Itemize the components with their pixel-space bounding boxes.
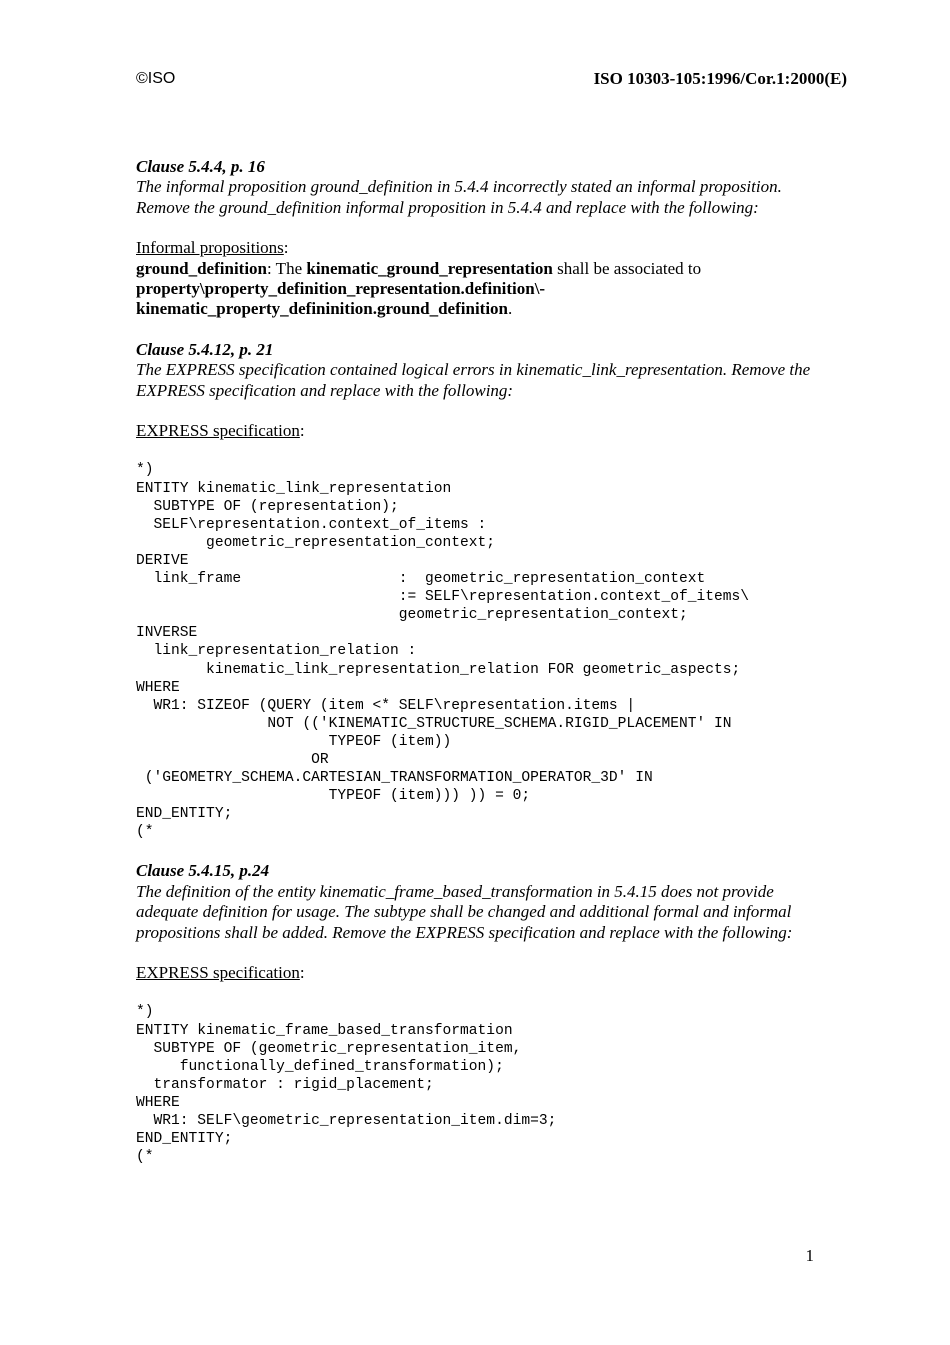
proposition-name: ground_definition (136, 258, 268, 278)
section-heading (136, 421, 826, 441)
express-code-block: *) ENTITY kinematic_frame_based_transformation SUBTYPE OF (geometric_representation_item, functionally_defined_transformation); transformator : rigid_placement; WHERE WR1: SELF\geometric_representation_item.dim=3; END_ENTITY; (* (136, 1004, 557, 1166)
proposition-text: shall be associated to (552, 258, 702, 278)
clause-title: Clause 5.4.12, p. 21 (136, 339, 274, 359)
proposition-path: property\property_definition_representation.definition\- kinematic_property_defininition.ground_definition (136, 279, 546, 319)
heading-colon: : (299, 963, 305, 983)
section-heading (136, 963, 826, 983)
clause-title: Clause 5.4.15, p.24 (136, 861, 270, 881)
informal-proposition (136, 259, 826, 320)
section-heading (136, 238, 826, 258)
header-copyright: ©ISO (136, 70, 176, 87)
heading-colon: : (283, 238, 289, 258)
heading-colon: : (299, 421, 305, 441)
document-body (136, 157, 826, 1166)
clause-intro: The definition of the entity kinematic_frame_based_transformation in 5.4.15 does not provide adequate definition for usage. The subtype shall be changed and additional formal and informal propositions shall be added. Remove the EXPRESS specification and replace with the following: (136, 881, 793, 942)
proposition-sep: : The (267, 258, 307, 278)
clause-intro: The informal proposition ground_definition in 5.4.4 incorrectly stated an informal proposition. Remove the ground_definition informal proposition in 5.4.4 and replace with the following: (136, 177, 782, 217)
heading-text: EXPRESS specification (136, 421, 300, 441)
express-code-block: *) ENTITY kinematic_link_representation SUBTYPE OF (representation); SELF\representation.context_of_items : geometric_representation_context; DERIVE link_frame : geometric_representation_context := SELF\representation.context_of_items\ geometric_representation_context; INVERSE link_representation_relation : kinematic_link_representation_relation FOR geometric_aspects; WHERE WR1: SIZEOF (QUERY (item <* SELF\representation.items | NOT (('KINEMATIC_STRUCTURE_SCHEMA.RIGID_PLACEMENT' IN TYPEOF (item)) OR ('GEOMETRY_SCHEMA.CARTESIAN_TRANSFORMATION_OPERATOR_3D' IN TYPEOF (item))) )) = 0; END_ENTITY; (* (136, 462, 750, 841)
clause-intro: The EXPRESS specification contained logical errors in kinematic_link_representation. Remove the EXPRESS specification and replace with the following: (136, 360, 811, 400)
page-number: 1 (805, 1246, 814, 1265)
header-standard-id: ISO 10303-105:1996/Cor.1:2000(E) (593, 69, 847, 88)
proposition-entity: kinematic_ground_representation (306, 258, 553, 278)
clause-title: Clause 5.4.4, p. 16 (136, 157, 265, 176)
heading-text: EXPRESS specification (136, 963, 300, 983)
proposition-end: . (508, 299, 513, 319)
heading-text: Informal propositions (136, 238, 284, 258)
